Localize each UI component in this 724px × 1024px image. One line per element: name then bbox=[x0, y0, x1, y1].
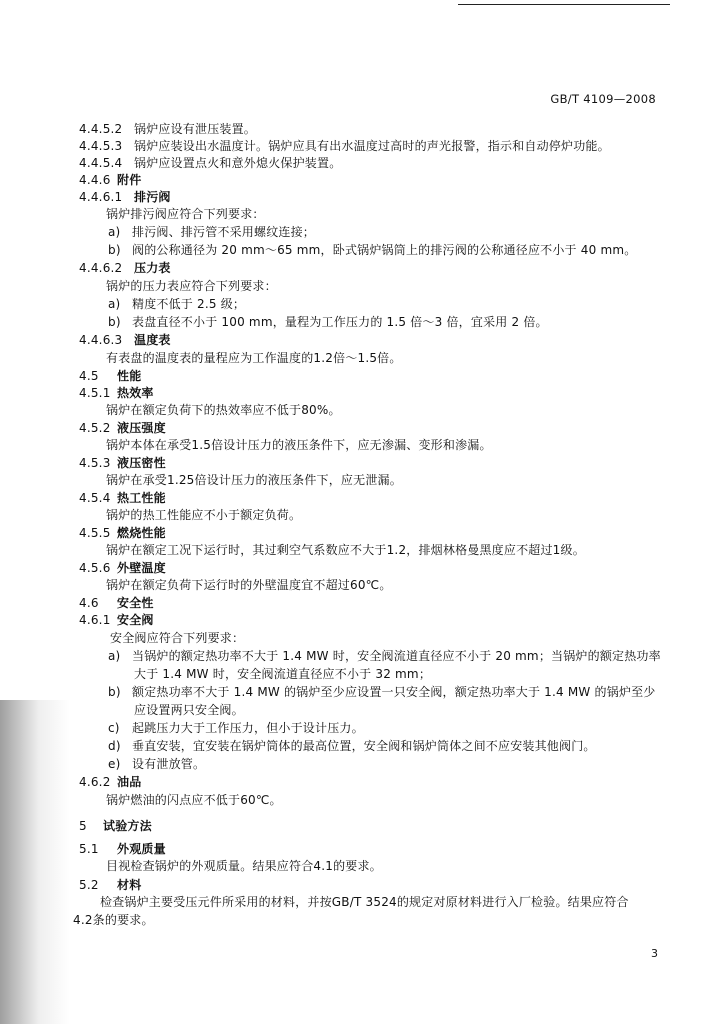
list-item-label: a) bbox=[108, 649, 121, 663]
list-item bbox=[108, 224, 315, 241]
line-text: 锅炉排污阀应符合下列要求： bbox=[106, 207, 265, 221]
section-heading bbox=[79, 774, 141, 791]
line-text: 锅炉在额定负荷下的热效率应不低于80%。 bbox=[106, 403, 341, 417]
line-text: 目视检查锅炉的外观质量。结果应符合4.1的要求。 bbox=[106, 859, 382, 873]
section-heading bbox=[79, 332, 171, 349]
section-heading bbox=[79, 420, 166, 437]
clause-number: 4.5.5 bbox=[79, 526, 111, 540]
section-heading bbox=[79, 455, 166, 472]
paragraph-line bbox=[79, 121, 256, 138]
section-heading bbox=[79, 877, 141, 894]
paragraph-line bbox=[73, 912, 154, 929]
list-item bbox=[108, 684, 656, 701]
list-item bbox=[108, 242, 636, 259]
section-heading bbox=[79, 525, 166, 542]
clause-number: 4.5 bbox=[79, 369, 99, 383]
paragraph-line bbox=[106, 507, 301, 524]
line-text: 垂直安装，宜安装在锅炉筒体的最高位置，安全阀和锅炉筒体之间不应安装其他阀门。 bbox=[132, 739, 596, 753]
line-text: 锅炉应设置点火和意外熄火保护装置。 bbox=[134, 156, 342, 170]
list-item-label: a) bbox=[108, 297, 121, 311]
list-item-label: c) bbox=[108, 721, 120, 735]
clause-number: 4.4.6.3 bbox=[79, 333, 123, 347]
line-text: 锅炉燃油的闪点应不低于60℃。 bbox=[106, 793, 282, 807]
section-heading bbox=[79, 841, 166, 858]
line-text: 有表盘的温度表的量程应为工作温度的1.2倍～1.5倍。 bbox=[106, 351, 402, 365]
line-text: 锅炉本体在承受1.5倍设计压力的液压条件下，应无渗漏、变形和渗漏。 bbox=[106, 438, 492, 452]
paragraph-line bbox=[106, 472, 402, 489]
section-heading bbox=[79, 595, 154, 612]
paragraph-line bbox=[106, 206, 265, 223]
line-text: 精度不低于 2.5 级； bbox=[132, 297, 246, 311]
paragraph-line bbox=[106, 278, 277, 295]
section-heading bbox=[79, 385, 154, 402]
paragraph-line bbox=[106, 542, 585, 559]
line-text: 额定热功率不大于 1.4 MW 的锅炉至少应设置一只安全阀，额定热功率大于 1.4 MW 的锅炉至少 bbox=[132, 685, 656, 699]
list-item-label: b) bbox=[108, 685, 121, 699]
heading-text: 试验方法 bbox=[103, 819, 152, 833]
line-text: 锅炉应设有泄压装置。 bbox=[134, 122, 257, 136]
clause-number: 4.5.4 bbox=[79, 491, 111, 505]
line-text: 锅炉应装设出水温度计。锅炉应具有出水温度过高时的声光报警，指示和自动停炉功能。 bbox=[134, 139, 610, 153]
line-text: 阀的公称通径为 20 mm～65 mm，卧式锅炉锅筒上的排污阀的公称通径应不小于 40 mm。 bbox=[132, 243, 637, 257]
heading-text: 材料 bbox=[117, 878, 142, 892]
heading-text: 性能 bbox=[117, 369, 142, 383]
clause-number: 4.4.5.2 bbox=[79, 122, 123, 136]
line-text: 检查锅炉主要受压元件所采用的材料，并按GB/T 3524的规定对原材料进行入厂检验。结果应符合 bbox=[100, 895, 629, 909]
section-heading bbox=[79, 260, 171, 277]
paragraph-line bbox=[110, 630, 244, 647]
list-item bbox=[108, 648, 661, 665]
clause-number: 4.4.5.4 bbox=[79, 156, 123, 170]
heading-text: 安全阀 bbox=[117, 613, 154, 627]
section-heading bbox=[79, 368, 141, 385]
list-item-label: b) bbox=[108, 243, 121, 257]
clause-number: 4.4.5.3 bbox=[79, 139, 123, 153]
paragraph-line bbox=[106, 792, 282, 809]
heading-text: 安全性 bbox=[117, 596, 154, 610]
paragraph-line bbox=[100, 894, 629, 911]
line-text: 4.2条的要求。 bbox=[73, 913, 154, 927]
heading-text: 温度表 bbox=[134, 333, 171, 347]
section-heading bbox=[79, 490, 166, 507]
list-item-label: d) bbox=[108, 739, 121, 753]
list-item bbox=[108, 314, 548, 331]
heading-text: 液压密性 bbox=[117, 456, 166, 470]
line-text: 安全阀应符合下列要求： bbox=[110, 631, 245, 645]
line-text: 锅炉在承受1.25倍设计压力的液压条件下，应无泄漏。 bbox=[106, 473, 402, 487]
clause-number: 4.6.2 bbox=[79, 775, 111, 789]
list-item bbox=[108, 738, 596, 755]
standard-code: GB/T 4109—2008 bbox=[550, 92, 656, 106]
paragraph-line bbox=[106, 858, 382, 875]
line-text: 锅炉的热工性能应不小于额定负荷。 bbox=[106, 508, 302, 522]
section-heading bbox=[79, 818, 152, 835]
list-item bbox=[108, 720, 364, 737]
section-heading bbox=[79, 612, 154, 629]
paragraph-line bbox=[134, 702, 244, 719]
line-text: 锅炉的压力表应符合下列要求： bbox=[106, 279, 277, 293]
paragraph-line bbox=[106, 350, 402, 367]
line-text: 锅炉在额定负荷下运行时的外壁温度宜不超过60℃。 bbox=[106, 578, 392, 592]
heading-text: 液压强度 bbox=[117, 421, 166, 435]
paragraph-line bbox=[106, 402, 341, 419]
clause-number: 4.6.1 bbox=[79, 613, 111, 627]
clause-number: 4.5.6 bbox=[79, 561, 111, 575]
paragraph-line bbox=[79, 138, 610, 155]
line-text: 排污阀、排污管不采用螺纹连接； bbox=[132, 225, 316, 239]
clause-number: 4.4.6.2 bbox=[79, 261, 123, 275]
paragraph-line bbox=[134, 666, 431, 683]
list-item-label: b) bbox=[108, 315, 121, 329]
section-heading bbox=[79, 172, 141, 189]
clause-number: 4.6 bbox=[79, 596, 99, 610]
list-item bbox=[108, 296, 245, 313]
clause-number: 4.4.6 bbox=[79, 173, 111, 187]
heading-text: 压力表 bbox=[134, 261, 171, 275]
heading-text: 燃烧性能 bbox=[117, 526, 166, 540]
line-text: 锅炉在额定工况下运行时，其过剩空气系数应不大于1.2，排烟林格曼黑度应不超过1级。 bbox=[106, 543, 585, 557]
heading-text: 油品 bbox=[117, 775, 142, 789]
clause-number: 5.2 bbox=[79, 878, 99, 892]
paragraph-line bbox=[106, 577, 392, 594]
line-text: 当锅炉的额定热功率不大于 1.4 MW 时，安全阀流道直径应不小于 20 mm；当锅炉的额定热功率 bbox=[132, 649, 661, 663]
line-text: 设有泄放管。 bbox=[132, 757, 206, 771]
line-text: 大于 1.4 MW 时，安全阀流道直径应不小于 32 mm； bbox=[134, 667, 432, 681]
paragraph-line bbox=[79, 155, 341, 172]
clause-number: 4.5.1 bbox=[79, 386, 111, 400]
list-item bbox=[108, 756, 205, 773]
clause-number: 5 bbox=[79, 819, 87, 833]
heading-text: 附件 bbox=[117, 173, 142, 187]
clause-number: 5.1 bbox=[79, 842, 99, 856]
clause-number: 4.5.2 bbox=[79, 421, 111, 435]
line-text: 表盘直径不小于 100 mm，量程为工作压力的 1.5 倍～3 倍，宜采用 2 倍。 bbox=[132, 315, 548, 329]
section-heading bbox=[79, 189, 171, 206]
list-item-label: e) bbox=[108, 757, 121, 771]
line-text: 起跳压力大于工作压力，但小于设计压力。 bbox=[132, 721, 364, 735]
clause-number: 4.4.6.1 bbox=[79, 190, 123, 204]
page-number: 3 bbox=[651, 947, 658, 960]
heading-text: 外观质量 bbox=[117, 842, 166, 856]
paragraph-line bbox=[106, 437, 492, 454]
section-heading bbox=[79, 560, 166, 577]
list-item-label: a) bbox=[108, 225, 121, 239]
heading-text: 外壁温度 bbox=[117, 561, 166, 575]
scan-edge-shadow bbox=[0, 700, 70, 1024]
heading-text: 热效率 bbox=[117, 386, 154, 400]
heading-text: 热工性能 bbox=[117, 491, 166, 505]
line-text: 应设置两只安全阀。 bbox=[134, 703, 244, 717]
clause-number: 4.5.3 bbox=[79, 456, 111, 470]
heading-text: 排污阀 bbox=[134, 190, 171, 204]
